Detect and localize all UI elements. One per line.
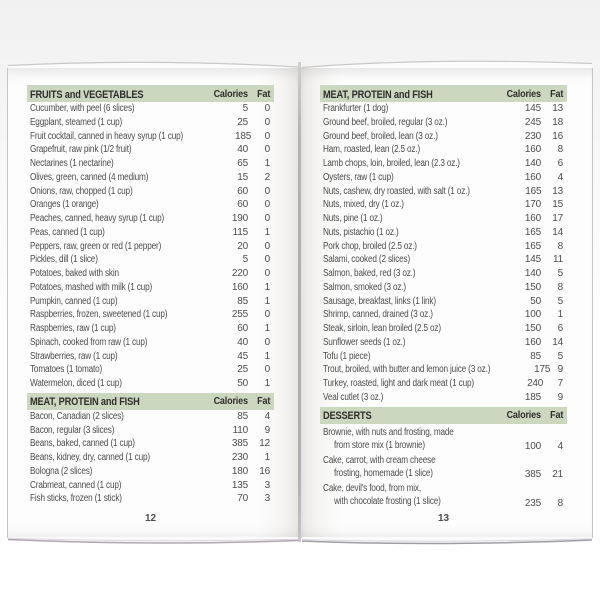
food-name: Raspberries, frozen, sweetened (1 cup) [30, 309, 168, 321]
food-name [323, 482, 501, 508]
fat-column-header: Fat [549, 409, 563, 421]
food-name: Oranges (1 orange) [30, 199, 99, 211]
food-name: Peas, canned (1 cup) [30, 226, 105, 238]
food-row [27, 143, 274, 157]
food-row [320, 295, 567, 309]
food-row [27, 116, 274, 130]
food-row [320, 171, 567, 185]
fat-value: 0 [264, 144, 270, 156]
fat-value: 9 [557, 364, 563, 376]
page-content [27, 85, 274, 506]
fat-value: 0 [264, 240, 270, 252]
food-name: Salami, cooked (2 slices) [323, 254, 411, 266]
calories-value: 110 [232, 424, 248, 436]
food-row [27, 185, 274, 199]
food-name: Crabmeat, canned (1 cup) [30, 479, 122, 491]
food-row [27, 253, 274, 267]
fat-value: 5 [557, 268, 563, 279]
calories-value: 180 [231, 465, 248, 477]
fat-value: 1 [264, 350, 270, 362]
calories-value: 20 [237, 240, 248, 252]
section-title-cell [323, 406, 501, 424]
food-row [27, 198, 274, 212]
food-name [323, 454, 501, 480]
food-name: Salmon, baked, red (3 oz.) [323, 268, 416, 279]
fat-value: 21 [552, 469, 563, 481]
food-name: Bacon, Canadian (2 slices) [30, 410, 124, 422]
calories-value: 165 [525, 185, 542, 197]
fat-value: 18 [552, 116, 563, 128]
food-name: Ground beef, broiled, regular (3 oz.) [323, 116, 448, 128]
calories-value: 170 [524, 199, 541, 211]
food-row [320, 336, 567, 350]
calories-value: 160 [231, 281, 248, 293]
fat-value: 6 [557, 158, 563, 169]
calories-value: 160 [524, 144, 541, 156]
calories-value: 245 [524, 116, 541, 128]
food-name: Nectarines (1 nectarine) [30, 158, 114, 169]
fat-value: 1 [557, 309, 563, 321]
calories-value: 185 [524, 391, 541, 403]
food-name: Tofu (1 piece) [323, 350, 371, 362]
fat-value: 1 [264, 323, 270, 334]
calories-value: 145 [524, 103, 541, 114]
calories-value: 5 [242, 103, 248, 114]
fat-value: 4 [557, 171, 563, 183]
calories-value: 240 [527, 378, 544, 389]
left-page [7, 68, 300, 538]
calories-value: 45 [237, 350, 248, 362]
section-header-bar [320, 407, 567, 424]
calories-value: 140 [524, 268, 541, 279]
food-name: Frankfurter (1 dog) [323, 103, 389, 114]
food-row [320, 212, 567, 226]
food-row [27, 281, 274, 295]
fat-value: 1 [264, 158, 270, 169]
food-name: Ground beef, broiled, lean (3 oz.) [323, 130, 438, 142]
calories-column-header: Calories [213, 87, 248, 100]
calories-value: 100 [524, 440, 541, 452]
calories-value: 25 [237, 116, 248, 128]
fat-value: 2 [264, 171, 270, 183]
food-row [27, 377, 274, 391]
food-row [320, 322, 567, 336]
food-row [320, 102, 567, 116]
section-header-bar [27, 393, 274, 410]
food-name-line: Brownie, with nuts and frosting, made [323, 426, 454, 438]
food-name: Watermelon, diced (1 cup) [30, 378, 122, 389]
food-row [320, 482, 567, 508]
calories-column-header: Calories [506, 87, 541, 100]
food-row [320, 240, 567, 254]
calories-value: 230 [231, 452, 248, 463]
fat-value: 0 [264, 116, 270, 128]
food-row [27, 410, 274, 424]
fat-value: 7 [557, 378, 563, 389]
food-name: Peppers, raw, green or red (1 pepper) [30, 240, 162, 252]
calories-value: 140 [524, 158, 541, 169]
food-name-line: Cake, devil's food, from mix, [323, 483, 421, 495]
fat-value: 1 [264, 378, 270, 389]
calories-value: 40 [237, 336, 248, 348]
calories-value: 65 [237, 158, 248, 169]
fat-value: 5 [557, 295, 563, 307]
food-name [323, 426, 501, 452]
calories-value: 160 [524, 336, 541, 348]
calories-value: 160 [524, 171, 541, 183]
fat-value: 0 [264, 213, 270, 224]
calories-value: 145 [524, 254, 541, 266]
calories-value: 385 [231, 438, 248, 450]
food-row [320, 267, 567, 281]
calories-column-header: Calories [506, 409, 541, 421]
food-name: Cucumber, with peel (6 slices) [30, 103, 135, 114]
food-name: Turkey, roasted, light and dark meat (1 cup) [323, 378, 474, 389]
food-row [27, 308, 274, 322]
food-name: Eggplant, steamed (1 cup) [30, 116, 123, 128]
book-spine [298, 62, 301, 542]
food-row [320, 281, 567, 295]
fat-value: 0 [264, 364, 270, 376]
fat-value: 8 [557, 240, 563, 252]
fat-value: 1 [264, 452, 270, 463]
calories-value: 60 [237, 185, 248, 197]
food-row [27, 130, 274, 144]
food-row [320, 454, 567, 480]
section-title-cell [30, 85, 208, 103]
food-row [320, 185, 567, 199]
section-header-bar [320, 85, 567, 102]
calories-value: 85 [530, 350, 541, 362]
food-name: Nuts, pine (1 oz.) [323, 213, 383, 224]
food-row [320, 426, 567, 452]
food-name-line: from store mix (1 brownie) [334, 439, 425, 451]
fat-value: 8 [557, 144, 563, 156]
fat-column-header: Fat [256, 87, 270, 100]
food-name: Potatoes, mashed with milk (1 cup) [30, 281, 153, 293]
food-name: Potatoes, baked with skin [30, 268, 119, 279]
fat-value: 9 [557, 391, 563, 403]
calories-value: 235 [524, 497, 541, 509]
fat-value: 0 [264, 130, 270, 142]
food-row [27, 102, 274, 116]
calories-value: 50 [530, 295, 541, 307]
food-name: Shrimp, canned, drained (3 oz.) [323, 309, 433, 321]
food-name-line: Cake, carrot, with cream cheese [323, 454, 436, 466]
food-row [27, 171, 274, 185]
calories-value: 5 [242, 254, 248, 266]
fat-value: 9 [264, 424, 270, 436]
food-name: Bologna (2 slices) [30, 465, 93, 477]
food-row [27, 437, 274, 451]
fat-value: 5 [557, 350, 563, 362]
fat-value: 0 [264, 254, 270, 266]
page-number: 12 [144, 513, 157, 524]
page-number: 13 [437, 513, 450, 524]
food-name: Trout, broiled, with butter and lemon juice (3 oz.) [323, 364, 491, 376]
fat-value: 3 [264, 493, 270, 505]
calories-value: 70 [237, 493, 248, 505]
fat-value: 13 [552, 185, 563, 197]
calories-value: 25 [237, 364, 248, 376]
fat-value: 4 [264, 410, 270, 422]
food-name: Pork chop, broiled (2.5 oz.) [323, 240, 417, 252]
food-name: Peaches, canned, heavy syrup (1 cup) [30, 213, 165, 224]
food-row [27, 492, 274, 506]
section-title: MEAT, PROTEIN and FISH [30, 396, 140, 409]
food-row [27, 363, 274, 377]
food-row [27, 226, 274, 240]
section-title: FRUITS and VEGETABLES [30, 88, 144, 101]
food-name: Veal cutlet (3 oz.) [323, 391, 384, 403]
food-row [320, 143, 567, 157]
food-name: Salmon, smoked (3 oz.) [323, 281, 406, 293]
page-content [320, 85, 567, 509]
fat-column-header: Fat [256, 395, 270, 408]
food-row [27, 479, 274, 493]
section-title-cell [323, 85, 501, 103]
food-row [320, 130, 567, 144]
food-name: Spinach, cooked from raw (1 cup) [30, 336, 148, 348]
food-name: Raspberries, raw (1 cup) [30, 323, 116, 334]
food-name: Strawberries, raw (1 cup) [30, 350, 118, 362]
food-name: Tomatoes (1 tomato) [30, 364, 103, 376]
food-name-line: with chocolate frosting (1 slice) [334, 496, 441, 508]
section-header-bar [27, 85, 274, 102]
food-row [320, 157, 567, 171]
food-name: Nuts, mixed, dry (1 oz.) [323, 199, 404, 211]
calories-value: 150 [524, 281, 541, 293]
section-title-cell [30, 392, 208, 410]
food-row [27, 212, 274, 226]
section-title: DESSERTS [323, 410, 372, 422]
food-row [27, 267, 274, 281]
fat-value: 1 [264, 281, 270, 293]
calories-column-header: Calories [213, 395, 248, 408]
food-name: Sausage, breakfast, links (1 link) [323, 295, 436, 307]
food-row [27, 240, 274, 254]
food-name: Beans, kidney, dry, canned (1 cup) [30, 452, 150, 463]
food-row [320, 350, 567, 364]
food-name: Onions, raw, chopped (1 cup) [30, 185, 133, 197]
calories-value: 165 [524, 226, 541, 238]
calories-value: 40 [237, 144, 248, 156]
calories-value: 165 [524, 240, 541, 252]
calories-value: 50 [237, 378, 248, 389]
food-row [320, 377, 567, 391]
fat-value: 16 [552, 130, 563, 142]
food-row [320, 116, 567, 130]
food-name: Nuts, cashew, dry roasted, with salt (1 oz.) [323, 185, 470, 197]
food-name: Fruit cocktail, canned in heavy syrup (1 cup) [30, 130, 184, 142]
fat-value: 0 [264, 336, 270, 348]
food-row [27, 350, 274, 364]
food-name: Grapefruit, raw pink (1/2 fruit) [30, 144, 132, 156]
calories-value: 60 [237, 323, 248, 334]
calories-value: 190 [231, 213, 248, 224]
food-name: Nuts, pistachio (1 oz.) [323, 226, 399, 238]
food-row [27, 424, 274, 438]
fat-value: 4 [557, 440, 563, 452]
fat-value: 0 [264, 268, 270, 279]
calories-value: 85 [237, 295, 248, 307]
fat-value: 1 [264, 226, 270, 238]
calories-value: 115 [232, 226, 248, 238]
food-row [27, 157, 274, 171]
food-name: Steak, sirloin, lean broiled (2.5 oz) [323, 323, 441, 334]
fat-value: 14 [552, 336, 563, 348]
fat-value: 13 [552, 103, 563, 114]
food-row [27, 336, 274, 350]
calories-value: 150 [524, 323, 541, 334]
fat-value: 0 [264, 103, 270, 114]
food-row [320, 391, 567, 405]
fat-value: 14 [552, 226, 563, 238]
fat-value: 16 [259, 465, 270, 477]
food-name: Pickles, dill (1 slice) [30, 254, 98, 266]
food-row [27, 322, 274, 336]
food-row [320, 308, 567, 322]
food-name: Beans, baked, canned (1 cup) [30, 438, 135, 450]
right-page [300, 68, 593, 538]
food-row [320, 253, 567, 267]
food-name: Bacon, regular (3 slices) [30, 424, 115, 436]
calories-value: 385 [524, 469, 541, 481]
calories-value: 100 [524, 309, 541, 321]
fat-value: 6 [557, 323, 563, 334]
fat-value: 3 [264, 479, 270, 491]
food-name-line: frosting, homemade (1 slice) [334, 468, 433, 480]
fat-value: 0 [264, 199, 270, 211]
food-row [27, 295, 274, 309]
calories-value: 230 [524, 130, 541, 142]
calories-value: 255 [231, 309, 248, 321]
food-name: Ham, roasted, lean (2.5 oz.) [323, 144, 421, 156]
food-name: Lamb chops, loin, broiled, lean (2.3 oz.) [323, 158, 460, 169]
fat-value: 12 [259, 438, 270, 450]
fat-value: 0 [264, 309, 270, 321]
calories-value: 85 [237, 410, 248, 422]
open-book [7, 68, 593, 538]
calories-value: 185 [234, 130, 252, 142]
food-row [27, 465, 274, 479]
food-row [27, 451, 274, 465]
calories-value: 175 [534, 364, 551, 376]
fat-value: 1 [264, 295, 270, 307]
food-name: Pumpkin, canned (1 cup) [30, 295, 118, 307]
fat-column-header: Fat [549, 87, 563, 100]
calories-value: 60 [237, 199, 248, 211]
fat-value: 11 [553, 254, 563, 266]
food-row [320, 198, 567, 212]
food-name: Sunflower seeds (1 oz.) [323, 336, 406, 348]
section-title: MEAT, PROTEIN and FISH [323, 88, 433, 101]
fat-value: 0 [264, 185, 270, 197]
food-row [320, 226, 567, 240]
calories-value: 220 [231, 268, 248, 279]
calories-value: 160 [524, 213, 541, 224]
food-row [320, 363, 567, 377]
food-name: Oysters, raw (1 cup) [323, 171, 394, 183]
fat-value: 17 [552, 213, 563, 224]
fat-value: 8 [557, 281, 563, 293]
food-name: Fish sticks, frozen (1 stick) [30, 493, 122, 505]
fat-value: 15 [552, 199, 563, 211]
fat-value: 8 [557, 497, 563, 509]
food-name: Olives, green, canned (4 medium) [30, 171, 149, 183]
calories-value: 15 [237, 171, 248, 183]
calories-value: 135 [231, 479, 248, 491]
